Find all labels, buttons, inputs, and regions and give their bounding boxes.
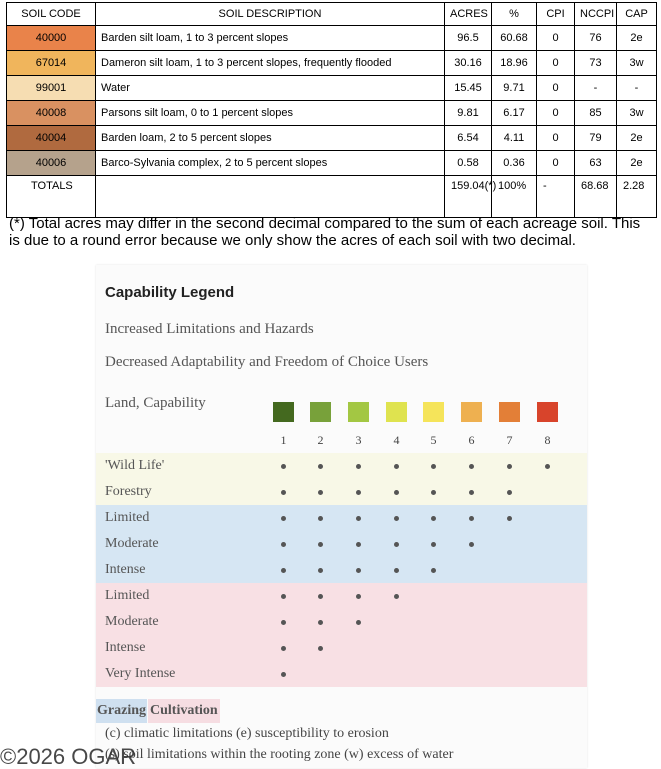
capability-class-3-swatch: [348, 402, 369, 422]
capability-dot: [318, 490, 323, 495]
capability-dot: [356, 620, 361, 625]
capability-dot: [545, 464, 550, 469]
legend-row-label: Forestry: [105, 484, 152, 499]
cap-cell: 2e: [617, 126, 657, 151]
soil-description-cell: Barco-Sylvania complex, 2 to 5 percent slopes: [96, 151, 445, 176]
soil-description-cell: Water: [96, 76, 445, 101]
capability-dot: [281, 646, 286, 651]
wildlife-row-band: [96, 479, 587, 505]
capability-dot: [281, 516, 286, 521]
legend-row-label: Limited: [105, 510, 150, 525]
cpi-cell: 0: [537, 101, 575, 126]
cap-cell: 3w: [617, 101, 657, 126]
capability-dot: [431, 542, 436, 547]
legend-row-label: Intense: [105, 640, 146, 655]
capability-dot: [356, 464, 361, 469]
capability-class-7-label: 7: [506, 433, 513, 447]
header-cap: CAP: [617, 3, 657, 26]
capability-class-5-label: 5: [430, 433, 437, 447]
legend-footer-line-2: (s) soil limitations within the rooting zone (w) excess of water: [105, 747, 454, 762]
capability-class-2-swatch: [310, 402, 331, 422]
soil-code-cell: 40008: [7, 101, 96, 126]
soil-description-cell: Barden loam, 2 to 5 percent slopes: [96, 126, 445, 151]
cpi-cell: 0: [537, 151, 575, 176]
legend-title: Capability Legend: [105, 284, 235, 301]
percent-cell: 6.17: [492, 101, 537, 126]
nccpi-cell: 85: [575, 101, 617, 126]
capability-dot: [469, 490, 474, 495]
capability-dot: [469, 516, 474, 521]
capability-class-6-label: 6: [468, 433, 475, 447]
cpi-cell: 0: [537, 76, 575, 101]
table-row: [7, 101, 657, 126]
grazing-row-band: [96, 557, 587, 583]
acreage-footnote: (*) Total acres may differ in the second decimal compared to the sum of each acreage soil. This is due to a round error because we only show the acres of each soil with two decimal.: [9, 215, 641, 249]
soil-code-cell: 99001: [7, 76, 96, 101]
capability-dot: [356, 516, 361, 521]
capability-class-8-swatch: [537, 402, 558, 422]
capability-dot: [318, 568, 323, 573]
capability-dot: [394, 568, 399, 573]
capability-dot: [318, 594, 323, 599]
cap-cell: 2e: [617, 26, 657, 51]
capability-class-6-swatch: [461, 402, 482, 422]
cultivation-row-band: [96, 609, 587, 635]
acres-cell: 6.54: [445, 126, 492, 151]
cpi-cell: 0: [537, 51, 575, 76]
capability-dot: [507, 464, 512, 469]
soil-code-cell: 40006: [7, 151, 96, 176]
capability-dot: [431, 568, 436, 573]
capability-legend: [96, 265, 587, 768]
grazing-tag: Grazing: [96, 699, 147, 723]
capability-dot: [394, 594, 399, 599]
capability-dot: [356, 490, 361, 495]
percent-cell: 9.71: [492, 76, 537, 101]
legend-row-label: Limited: [105, 588, 150, 603]
table-row: [7, 51, 657, 76]
totals-row: [7, 176, 657, 218]
soil-table-header: [7, 3, 657, 26]
capability-dot: [469, 464, 474, 469]
cap-cell: 3w: [617, 51, 657, 76]
table-row: [7, 126, 657, 151]
header-soil-code: SOIL CODE: [7, 3, 96, 26]
capability-dot: [281, 568, 286, 573]
capability-class-7-swatch: [499, 402, 520, 422]
capability-dot: [281, 594, 286, 599]
soil-description-cell: Parsons silt loam, 0 to 1 percent slopes: [96, 101, 445, 126]
capability-dot: [318, 516, 323, 521]
totals-cap-cell: 2.28: [617, 176, 657, 218]
cap-cell: 2e: [617, 151, 657, 176]
legend-row-label: Moderate: [105, 536, 159, 551]
capability-dot: [394, 464, 399, 469]
capability-class-5-swatch: [423, 402, 444, 422]
acres-cell: 15.45: [445, 76, 492, 101]
capability-dot: [281, 464, 286, 469]
capability-dot: [318, 542, 323, 547]
cpi-cell: 0: [537, 126, 575, 151]
capability-dot: [394, 490, 399, 495]
capability-dot: [281, 490, 286, 495]
totals-cpi-cell: -: [537, 176, 575, 218]
totals-acres-cell: 159.04(*): [445, 176, 492, 218]
acres-cell: 9.81: [445, 101, 492, 126]
grazing-row-band: [96, 505, 587, 531]
grazing-row-band: [96, 531, 587, 557]
capability-dot: [281, 672, 286, 677]
capability-class-4-swatch: [386, 402, 407, 422]
legend-row-label: Intense: [105, 562, 146, 577]
capability-dot: [431, 516, 436, 521]
copyright-watermark: ©2026 OGAR: [0, 744, 137, 769]
totals-nccpi-cell: 68.68: [575, 176, 617, 218]
header-acres: ACRES: [445, 3, 492, 26]
capability-class-2-label: 2: [317, 433, 324, 447]
nccpi-cell: 79: [575, 126, 617, 151]
table-row: [7, 26, 657, 51]
soil-description-cell: Barden silt loam, 1 to 3 percent slopes: [96, 26, 445, 51]
soil-code-cell: 40004: [7, 126, 96, 151]
capability-dot: [318, 620, 323, 625]
cap-cell: -: [617, 76, 657, 101]
totals-label-cell: TOTALS: [7, 176, 96, 218]
cpi-cell: 0: [537, 26, 575, 51]
capability-dot: [318, 464, 323, 469]
capability-dot: [281, 620, 286, 625]
wildlife-row-band: [96, 453, 587, 479]
nccpi-cell: 73: [575, 51, 617, 76]
header-nccpi: NCCPI: [575, 3, 617, 26]
capability-dot: [318, 646, 323, 651]
soil-table: [6, 2, 657, 218]
cultivation-row-band: [96, 635, 587, 661]
capability-class-4-label: 4: [393, 433, 400, 447]
legend-land-capability-label: Land, Capability: [105, 395, 206, 411]
capability-dot: [507, 490, 512, 495]
capability-dot: [431, 464, 436, 469]
legend-decreased-adaptability: Decreased Adaptability and Freedom of Choice Users: [105, 354, 429, 370]
capability-class-1-label: 1: [280, 433, 287, 447]
capability-dot: [394, 542, 399, 547]
soil-code-cell: 67014: [7, 51, 96, 76]
capability-dot: [431, 490, 436, 495]
table-row: [7, 151, 657, 176]
nccpi-cell: 63: [575, 151, 617, 176]
capability-dot: [394, 516, 399, 521]
percent-cell: 4.11: [492, 126, 537, 151]
nccpi-cell: 76: [575, 26, 617, 51]
legend-row-label: Very Intense: [105, 666, 176, 681]
cultivation-tag: Cultivation: [148, 699, 220, 723]
capability-class-1-swatch: [273, 402, 294, 422]
legend-row-label: Moderate: [105, 614, 159, 629]
capability-class-8-label: 8: [544, 433, 551, 447]
percent-cell: 0.36: [492, 151, 537, 176]
capability-dot: [507, 516, 512, 521]
totals-percent-cell: 100%: [492, 176, 537, 218]
header-percent: %: [492, 3, 537, 26]
cultivation-row-band: [96, 583, 587, 609]
soil-description-cell: Dameron silt loam, 1 to 3 percent slopes, frequently flooded: [96, 51, 445, 76]
header-cpi: CPI: [537, 3, 575, 26]
totals-empty-cell: [96, 176, 445, 218]
acres-cell: 30.16: [445, 51, 492, 76]
capability-dot: [356, 542, 361, 547]
capability-class-3-label: 3: [355, 433, 362, 447]
legend-row-label: 'Wild Life': [105, 458, 165, 473]
capability-dot: [469, 542, 474, 547]
percent-cell: 60.68: [492, 26, 537, 51]
table-row: [7, 76, 657, 101]
capability-dot: [281, 542, 286, 547]
acres-cell: 0.58: [445, 151, 492, 176]
percent-cell: 18.96: [492, 51, 537, 76]
soil-code-cell: 40000: [7, 26, 96, 51]
capability-dot: [356, 594, 361, 599]
legend-increased-limitations: Increased Limitations and Hazards: [105, 321, 314, 337]
header-soil-description: SOIL DESCRIPTION: [96, 3, 445, 26]
nccpi-cell: -: [575, 76, 617, 101]
acres-cell: 96.5: [445, 26, 492, 51]
capability-dot: [356, 568, 361, 573]
legend-footer-line-1: (c) climatic limitations (e) susceptibility to erosion: [105, 726, 389, 741]
